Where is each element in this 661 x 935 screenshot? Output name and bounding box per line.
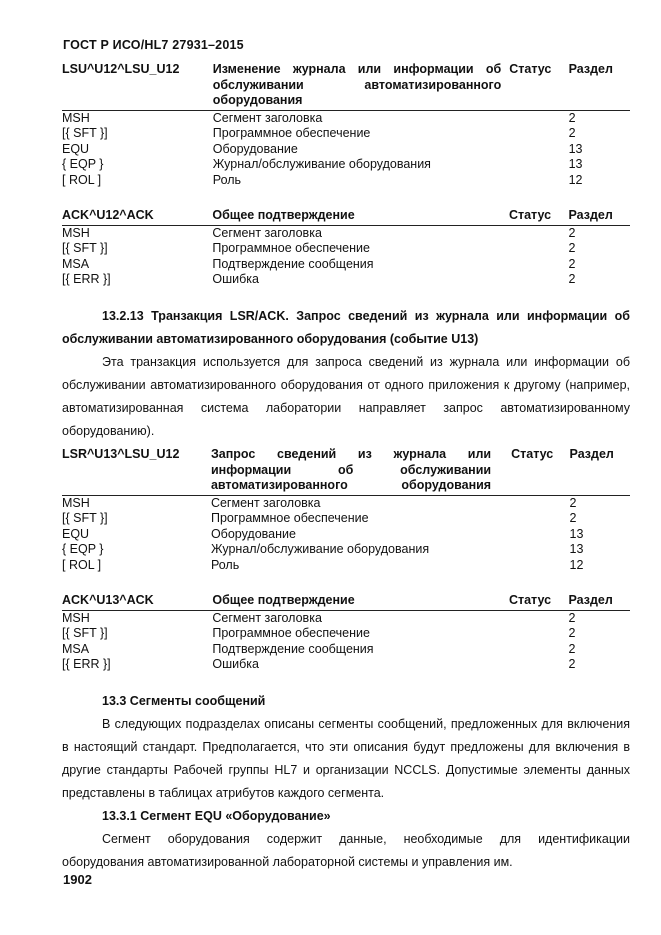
section-header: Раздел [569,447,614,461]
message-type-header: ACK^U13^ACK [62,593,154,607]
segment-description: Сегмент заголовка [212,110,323,125]
section-13-2-13 [62,305,630,443]
page-number: 1902 [63,872,92,887]
segment-section: 2 [568,256,576,271]
segment-code: MSH [62,110,90,125]
table-row [62,110,630,126]
segment-section: 2 [568,272,576,286]
table-row [62,257,630,273]
segment-description: Ошибка [212,657,259,671]
segment-section: 2 [568,626,576,640]
message-table-lsr-u13 [62,447,630,573]
segment-status [503,527,569,543]
table-row [62,241,630,257]
segment-code: [ ROL ] [62,172,102,187]
table-row [62,558,630,574]
segment-description: Подтверждение сообщения [212,256,374,271]
message-description-header: Общее подтверждение [212,208,355,222]
table-row [62,142,630,158]
segment-status [503,542,569,558]
status-header: Статус [511,447,554,461]
table-row [62,126,630,142]
table-row [62,225,630,241]
segment-code: MSA [62,256,90,271]
segment-section: 13 [568,157,583,171]
segment-code: MSH [62,225,90,240]
segment-description: Программное обеспечение [212,126,371,140]
segment-description: Роль [212,172,242,187]
segment-section: 2 [568,225,576,240]
segment-description: Оборудование [210,526,296,541]
section-13-2-13-text: Эта транзакция используется для запроса сведений из журнала или информации об обслуживании автоматизированного оборудования от одного приложения к другому (например, автоматизированная система лаборатории направляет запрос автоматизированному оборудованию). [62,355,630,438]
segment-code: [{ SFT }] [62,241,108,255]
table-row [62,642,630,658]
segment-section: 2 [568,657,576,671]
segment-section: 13 [569,542,584,556]
segment-status [501,272,569,288]
segment-status [501,110,568,126]
segment-code: [{ ERR }] [62,657,111,671]
table-row [62,495,630,511]
segment-status [501,157,568,173]
message-description-header: Изменение журнала или информации об обслуживании автоматизированного оборудования [212,62,502,107]
table-header-row [62,593,630,610]
segment-status [503,558,569,574]
segment-code: EQU [62,141,90,156]
table-row [62,272,630,288]
segment-description: Сегмент заголовка [212,225,322,240]
segment-status [501,225,569,241]
section-13-3-1-text: Сегмент оборудования содержит данные, необходимые для идентификации оборудования автоматизированной лабораторной системы и управления им. [62,832,630,869]
message-table-ack-u13 [62,593,630,673]
segment-description: Роль [210,557,240,572]
segment-status [501,257,569,273]
segment-code: MSH [62,610,90,625]
table-row [62,542,630,558]
segment-description: Оборудование [212,141,298,156]
segment-description: Подтверждение сообщения [212,641,374,656]
section-13-3-title: 13.3 Сегменты сообщений [102,694,266,708]
status-header: Статус [509,62,552,76]
table-header-row [62,447,630,495]
segment-code: [{ SFT }] [62,511,108,525]
segment-section: 2 [568,610,576,625]
segment-code: { EQP } [62,157,104,171]
message-type-header: LSU^U12^LSU_U12 [62,62,180,76]
segment-section: 12 [569,557,584,572]
table-row [62,657,630,673]
segment-status [501,657,569,673]
segment-section: 13 [568,141,583,156]
table-header-row [62,208,630,225]
segment-description: Ошибка [212,272,259,286]
status-header: Статус [508,208,552,222]
table-header-row [62,62,630,110]
segment-status [501,626,569,642]
segment-section: 12 [568,172,583,187]
segment-status [503,511,569,527]
segment-status [501,241,569,257]
segment-code: [ ROL ] [62,557,102,572]
table-row [62,527,630,543]
message-table-lsu-u12 [62,62,630,188]
table-row [62,610,630,626]
segment-status [501,142,568,158]
table-row [62,173,630,189]
section-header: Раздел [568,62,613,76]
segment-code: [{ SFT }] [62,126,108,140]
segment-description: Программное обеспечение [212,241,370,255]
segment-section: 2 [568,110,576,125]
message-table-ack-u12 [62,208,630,288]
section-13-3-1-title: 13.3.1 Сегмент EQU «Оборудование» [102,809,331,823]
message-type-header: ACK^U12^ACK [62,208,154,222]
segment-section: 2 [568,641,576,656]
segment-code: [{ SFT }] [62,626,108,640]
segment-status [501,610,569,626]
message-type-header: LSR^U13^LSU_U12 [62,447,180,461]
message-description-header: Общее подтверждение [212,593,355,607]
segment-code: MSA [62,641,90,656]
segment-description: Журнал/обслуживание оборудования [212,157,431,171]
segment-code: MSH [62,495,90,510]
table-row [62,626,630,642]
segment-code: [{ ERR }] [62,272,111,286]
section-13-3 [62,690,630,874]
segment-description: Программное обеспечение [210,511,369,525]
segment-status [501,642,569,658]
segment-code: { EQP } [62,542,104,556]
message-description-header: Запрос сведений из журнала или информации об обслуживании автоматизированного оборудования [210,447,492,492]
segment-code: EQU [62,526,90,541]
segment-status [503,495,569,511]
table-row [62,157,630,173]
segment-description: Журнал/обслуживание оборудования [210,542,430,556]
segment-status [501,173,568,189]
segment-section: 2 [569,495,577,510]
segment-description: Сегмент заголовка [210,495,321,510]
section-13-2-13-title: 13.2.13 Транзакция LSR/ACK. Запрос сведений из журнала или информации об обслуживании автоматизированного оборудования (событие U13) [62,309,630,346]
section-header: Раздел [568,593,613,607]
document-header: ГОСТ Р ИСО/HL7 27931–2015 [63,38,244,52]
section-header: Раздел [568,208,613,222]
segment-status [501,126,568,142]
section-13-3-text: В следующих подразделах описаны сегменты сообщений, предложенных для включения в настоящий стандарт. Предполагается, что эти описания будут предложены для включения в другие стандарты Рабочей группы HL7 и организации NCCLS. Допустимые элементы данных представлены в таблицах атрибутов каждого сегмента. [62,717,630,800]
segment-description: Программное обеспечение [212,626,370,640]
table-row [62,511,630,527]
segment-section: 2 [568,126,576,140]
status-header: Статус [508,593,552,607]
segment-section: 2 [569,511,577,525]
segment-description: Сегмент заголовка [212,610,322,625]
segment-section: 2 [568,241,576,255]
segment-section: 13 [569,526,584,541]
